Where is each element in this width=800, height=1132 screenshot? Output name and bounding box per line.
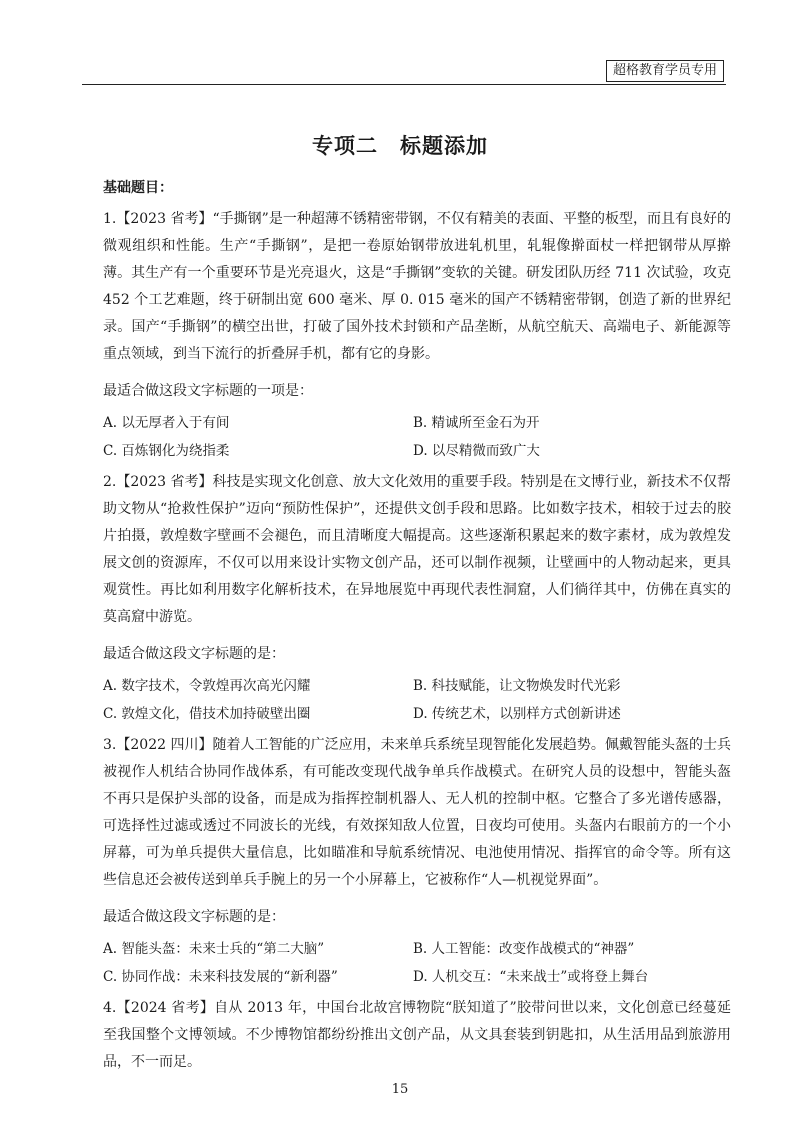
option-b[interactable]: B. 人工智能：改变作战模式的“神器” (413, 941, 635, 957)
question-text: 3.【2022 四川】随着人工智能的广泛应用，未来单兵系统呈现智能化发展趋势。佩戴智能头盔的士兵被视作人机结合协同作战体系，有可能改变现代战争单兵作战模式。在研究人员的设想中，智能头盔不再只是保护头部的设备，而是成为指挥控制机器人、无人机的控制中枢。它整合了多光谱传感器，可选择性过滤或透过不同波长的光线，有效探知敌人位置，日夜均可使用。头盔内右眼前方的一个小屏幕，可为单兵提供大量信息，比如瞄准和导航系统情况、电池使用情况、指挥官的命令等。所有这些信息还会被传送到单兵手腕上的另一个小屏幕上，它被称作“人—机视觉界面”。 (103, 737, 731, 888)
option-a[interactable]: A. 数字技术，令敦煌再次高光闪耀 (103, 678, 311, 694)
section-heading: 基础题目： (103, 180, 173, 196)
question-4 (103, 995, 731, 1076)
question-1 (103, 206, 731, 465)
option-d[interactable]: D. 人机交互：“未来战士”或将登上舞台 (413, 969, 649, 985)
content (103, 176, 731, 1076)
page-title: 专项二 标题添加 (312, 133, 488, 158)
option-c[interactable]: C. 协同作战：未来科技发展的“新利器” (103, 969, 338, 985)
question-text: 4.【2024 省考】自从 2013 年，中国台北故宫博物院“朕知道了”胶带问世以来，文化创意已经蔓延至我国整个文博领域。不少博物馆都纷纷推出文创产品，从文具套装到钥匙扣，从生活用品到旅游用品，不一而足。 (103, 1000, 731, 1070)
options (103, 409, 731, 465)
question-prompt: 最适合做这段文字标题的一项是： (103, 383, 313, 399)
options (103, 935, 731, 991)
header-rule (82, 84, 726, 85)
page-number: 15 (391, 1082, 409, 1097)
question-3 (103, 732, 731, 991)
question-2 (103, 469, 731, 728)
question-prompt: 最适合做这段文字标题的是： (103, 909, 285, 925)
option-c[interactable]: C. 百炼钢化为绕指柔 (103, 443, 230, 459)
option-a[interactable]: A. 智能头盔：未来士兵的“第二大脑” (103, 941, 325, 957)
question-text: 2.【2023 省考】科技是实现文化创意、放大文化效用的重要手段。特别是在文博行业，新技术不仅帮助文物从“抢救性保护”迈向“预防性保护”，还提供文创手段和思路。比如数字技术，相较于过去的胶片拍摄，敦煌数字壁画不会褪色，而且清晰度大幅提高。这些逐渐积累起来的数字素材，成为敦煌发展文创的资源库，不仅可以用来设计实物文创产品，还可以制作视频，让壁画中的人物动起来，更具观赏性。再比如利用数字化解析技术，在异地展览中再现代表性洞窟，人们徜徉其中，仿佛在真实的莫高窟中游览。 (103, 474, 731, 625)
option-b[interactable]: B. 科技赋能，让文物焕发时代光彩 (413, 678, 621, 694)
option-a[interactable]: A. 以无厚者入于有间 (103, 415, 230, 431)
question-text: 1.【2023 省考】“手撕钢”是一种超薄不锈精密带钢，不仅有精美的表面、平整的板型，而且有良好的微观组织和性能。生产“手撕钢”，是把一卷原始钢带放进轧机里，轧辊像擀面杖一样把钢带从厚擀薄。其生产有一个重要环节是光亮退火，这是“手撕钢”变软的关键。研发团队历经 711 次试验，攻克 452 个工艺难题，终于研制出宽 600 毫米、厚 0. 015 毫米的国产不锈精密带钢，创造了新的世界纪录。国产“手撕钢”的横空出世，打破了国外技术封锁和产品垄断，从航空航天、高端电子、新能源等重点领域，到当下流行的折叠屏手机，都有它的身影。 (103, 211, 731, 362)
options (103, 672, 731, 728)
question-prompt: 最适合做这段文字标题的是： (103, 646, 285, 662)
option-b[interactable]: B. 精诚所至金石为开 (413, 415, 540, 431)
option-d[interactable]: D. 传统艺术，以别样方式创新讲述 (413, 706, 621, 722)
option-d[interactable]: D. 以尽精微而致广大 (413, 443, 540, 459)
header-badge: 超格教育学员专用 (606, 60, 724, 82)
option-c[interactable]: C. 敦煌文化，借技术加持破壁出圈 (103, 706, 311, 722)
